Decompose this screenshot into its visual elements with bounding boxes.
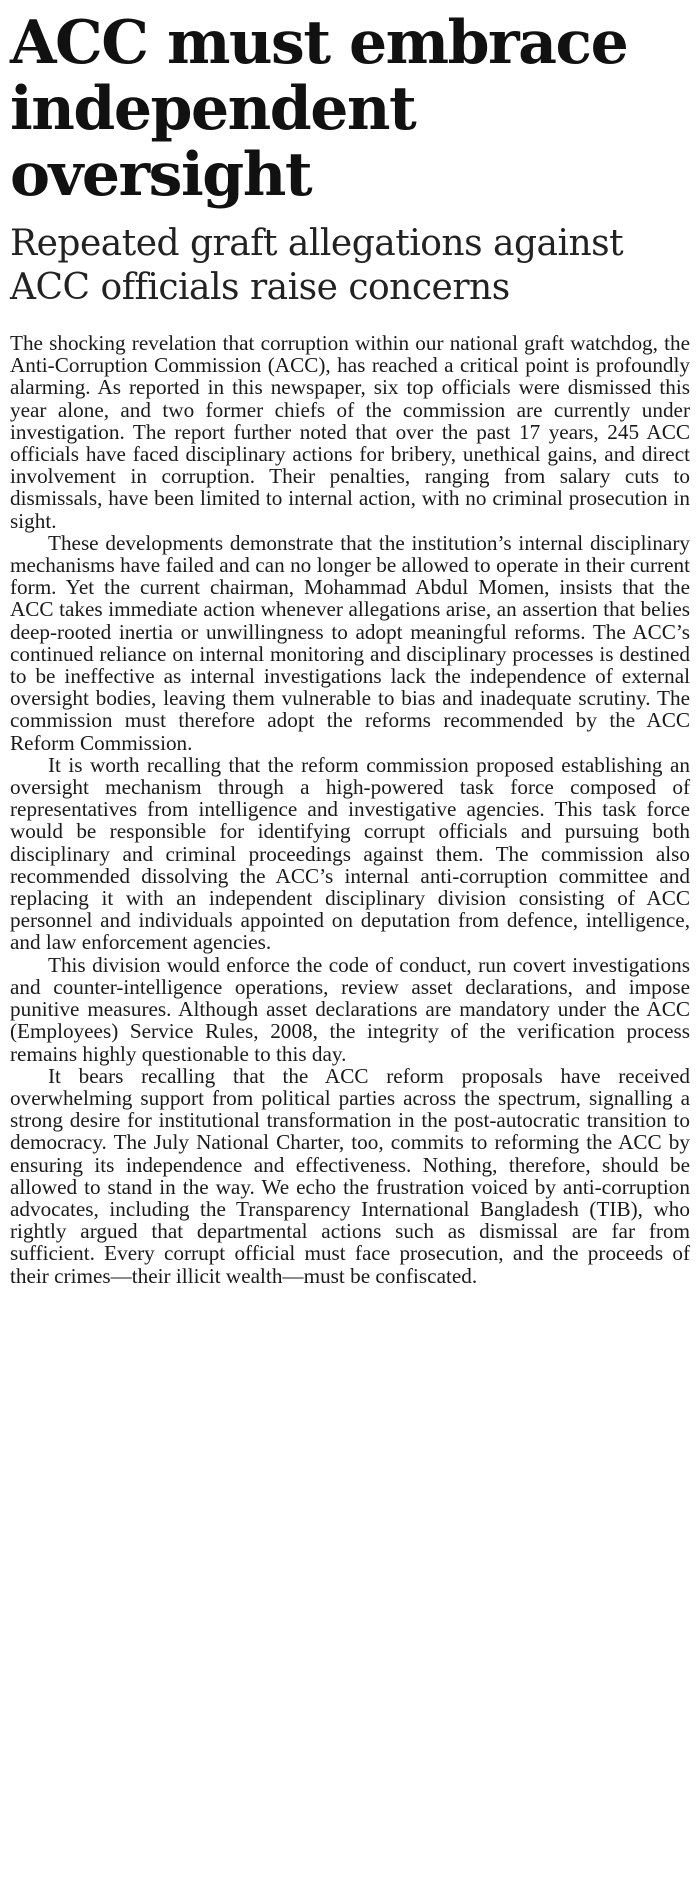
paragraph: These developments demonstrate that the institution’s internal disciplinary mechanisms have failed and can no longer be allowed to operate in their current form. Yet the current chairman, Mohammad Abdul Momen, insists that the ACC takes immediate action whenever allegations arise, an assertion that belies deep-rooted inertia or unwillingness to adopt meaningful reforms. The ACC’s continued reliance on internal monitoring and disciplinary processes is destined to be ineffective as internal investigations lack the independence of external oversight bodies, leaving them vulnerable to bias and inadequate scrutiny. The commission must therefore adopt the reforms recommended by the ACC Reform Commission. [10,530,690,755]
editorial-article [10,0,690,1287]
paragraph: It is worth recalling that the reform commission proposed establishing an oversight mechanism through a high-powered task force composed of representatives from intelligence and investigative agencies. This task force would be responsible for identifying corrupt officials and pursuing both disciplinary and criminal proceedings against them. The commission also recommended dissolving the ACC’s internal anti-corruption committee and replacing it with an independent disciplinary division consisting of ACC personnel and individuals appointed on deputation from defence, intelligence, and law enforcement agencies. [10,752,690,955]
article-body [10,332,690,1287]
subheadline: Repeated graft allegations against ACC officials raise concerns [10,223,624,308]
paragraph: This division would enforce the code of conduct, run covert investigations and counter-intelligence operations, review asset declarations, and impose punitive measures. Although asset declarations are mandatory under the ACC (Employees) Service Rules, 2008, the integrity of the verification process remains highly questionable to this day. [10,952,690,1066]
paragraph: The shocking revelation that corruption within our national graft watchdog, the Anti-Corruption Commission (ACC), has reached a critical point is profoundly alarming. As reported in this newspaper, six top officials were dismissed this year alone, and two former chiefs of the commission are currently under investigation. The report further noted that over the past 17 years, 245 ACC officials have faced disciplinary actions for bribery, unethical gains, and direct involvement in corruption. Their penalties, ranging from salary cuts to dismissals, have been limited to internal action, with no criminal prosecution in sight. [10,331,690,533]
paragraph: It bears recalling that the ACC reform proposals have received overwhelming support from political parties across the spectrum, signalling a strong desire for institutional transformation in the post-autocratic transition to democracy. The July National Charter, too, commits to reforming the ACC by ensuring its independence and effectiveness. Nothing, therefore, should be allowed to stand in the way. We echo the frustration voiced by anti-corruption advocates, including the Transparency International Bangladesh (TIB), who rightly argued that departmental actions such as dismissal are far from sufficient. Every corrupt official must face prosecution, and the proceeds of their crimes—their illicit wealth—must be confiscated. [10,1063,690,1288]
headline: ACC must embrace independent oversight [10,8,628,210]
